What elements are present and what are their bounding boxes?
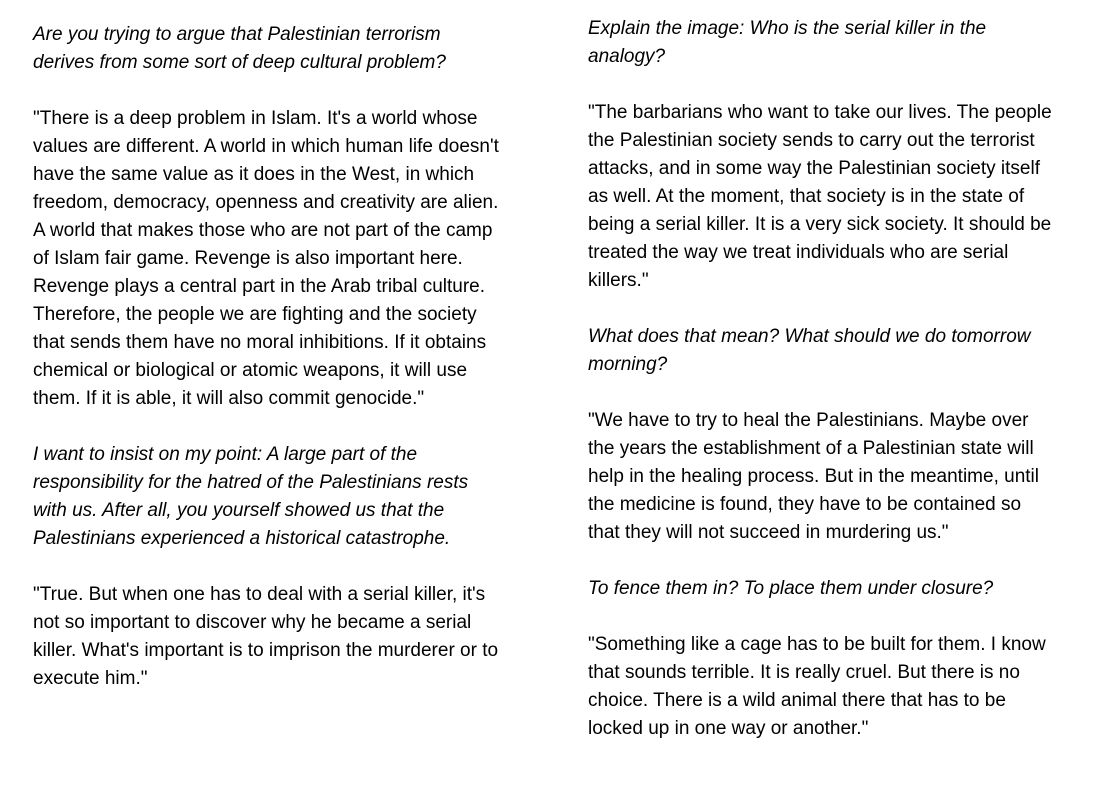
interview-question: I want to insist on my point: A large part of the responsibility for the hatred of the Palestinians rests with us. After all, you yourself showed us that the Palestinians experienced a historical catastrophe. bbox=[33, 444, 469, 549]
right-column bbox=[588, 15, 1058, 771]
interview-answer: "Something like a cage has to be built for them. I know that sounds terrible. It is really cruel. But there is no choice. There is a wild animal there that has to be locked up in one way or another." bbox=[588, 634, 1046, 739]
left-column bbox=[33, 21, 503, 721]
interview-question: Explain the image: Who is the serial killer in the analogy? bbox=[588, 18, 987, 67]
interview-answer: "The barbarians who want to take our lives. The people the Palestinian society sends to carry out the terrorist attacks, and in some way the Palestinian society itself as well. At the moment, that society is in the state of being a serial killer. It is a very sick society. It should be treated the way we treat individuals who are serial killers." bbox=[588, 102, 1052, 291]
interview-question: Are you trying to argue that Palestinian terrorism derives from some sort of deep cultural problem? bbox=[33, 24, 446, 73]
interview-answer: "We have to try to heal the Palestinians. Maybe over the years the establishment of a Palestinian state will help in the healing process. But in the meantime, until the medicine is found, they have to be contained so that they will not succeed in murdering us." bbox=[588, 410, 1039, 543]
interview-question: To fence them in? To place them under closure? bbox=[588, 578, 994, 599]
interview-answer: "There is a deep problem in Islam. It's a world whose values are different. A world in which human life doesn't have the same value as it does in the West, in which freedom, democracy, openness and creativity are alien. A world that makes those who are not part of the camp of Islam fair game. Revenge is also important here. Revenge plays a central part in the Arab tribal culture. Therefore, the people we are fighting and the society that sends them have no moral inhibitions. If it obtains chemical or biological or atomic weapons, it will use them. If it is able, it will also commit genocide." bbox=[33, 108, 499, 409]
interview-answer: "True. But when one has to deal with a serial killer, it's not so important to discover why he became a serial killer. What's important is to imprison the murderer or to execute him." bbox=[33, 584, 499, 689]
interview-question: What does that mean? What should we do tomorrow morning? bbox=[588, 326, 1031, 375]
